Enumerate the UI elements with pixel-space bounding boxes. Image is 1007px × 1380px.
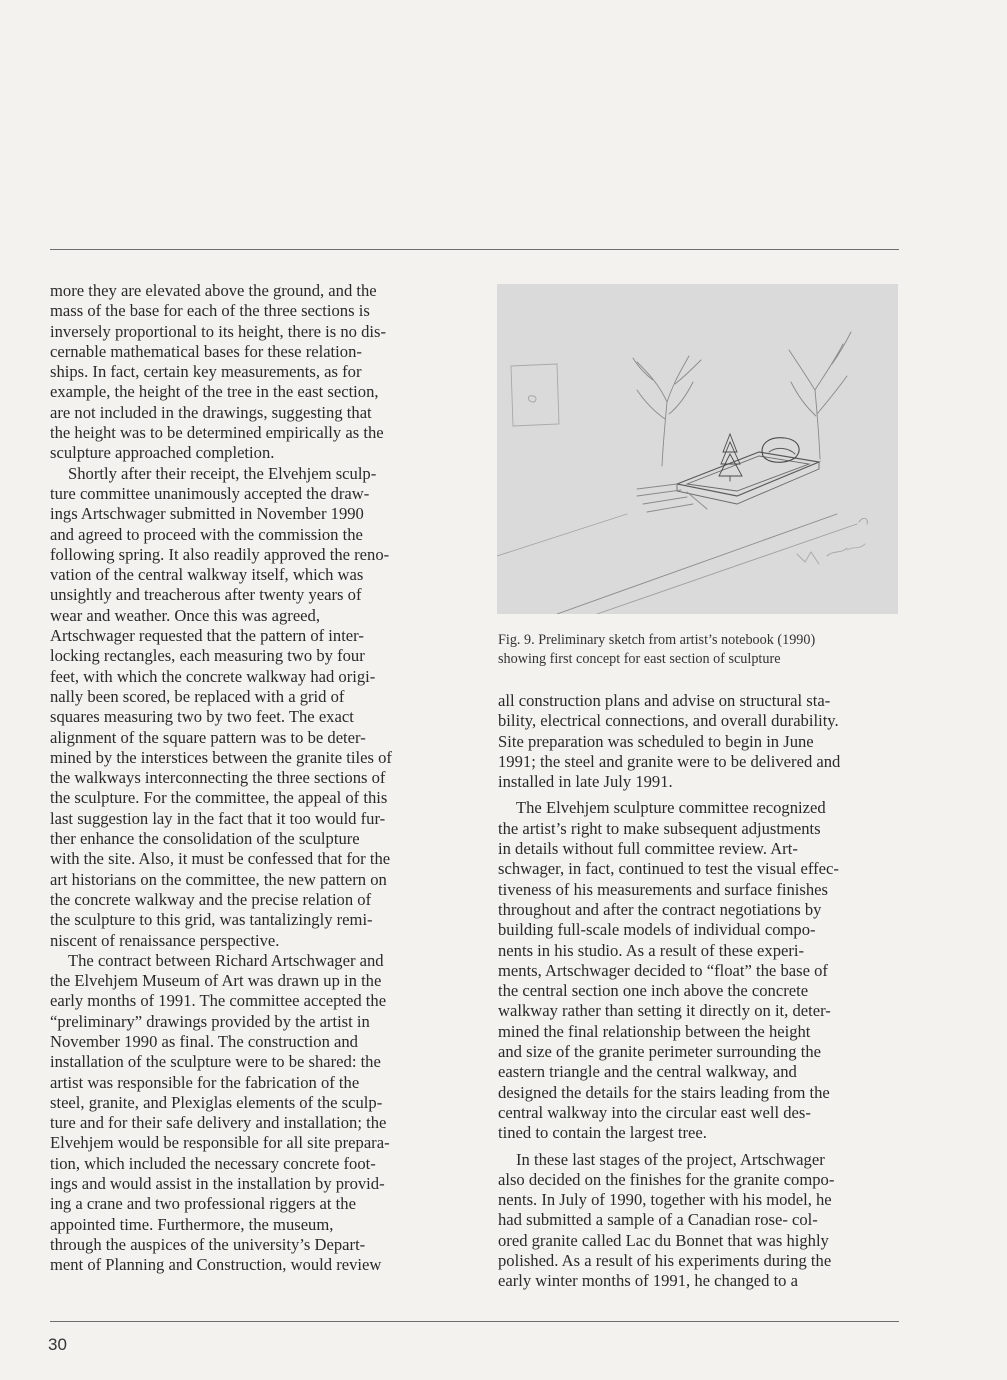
text-line: are not included in the drawings, suggesting that [50, 402, 372, 422]
text-line: the sculpture. For the committee, the appeal of this [50, 788, 388, 808]
text-line: tiveness of his measurements and surface finishes [498, 879, 828, 899]
text-line: tion, which included the necessary concrete foot- [50, 1153, 376, 1173]
text-line: vation of the central walkway itself, which was [50, 565, 364, 585]
text-line: 1991; the steel and granite were to be delivered and [498, 751, 841, 771]
text-line: schwager, in fact, continued to test the visual effec- [498, 859, 839, 879]
text-line: polished. As a result of his experiments during the [498, 1251, 832, 1271]
text-line: more they are elevated above the ground, and the [50, 281, 377, 300]
text-line: and agreed to proceed with the commission the [50, 524, 363, 544]
right-column [498, 691, 903, 1292]
text-line: ing a crane and two professional riggers at the [50, 1194, 356, 1214]
text-line: the sculpture to this grid, was tantalizingly remi- [50, 910, 373, 930]
figure-caption [498, 631, 898, 669]
pencil-sketch-image [497, 284, 898, 614]
text-line: the Elvehjem Museum of Art was drawn up in the [50, 971, 382, 991]
text-line: ships. In fact, certain key measurements, as for [50, 362, 362, 382]
text-line: central walkway into the circular east well des- [498, 1102, 811, 1122]
text-line: wear and weather. Once this was agreed, [50, 605, 320, 625]
caption-line: showing first concept for east section of sculpture [498, 651, 781, 667]
text-line: mass of the base for each of the three sections is [50, 301, 370, 321]
text-line: last suggestion lay in the fact that it too would fur- [50, 808, 386, 828]
text-line: mined the final relationship between the height [498, 1021, 811, 1041]
text-line: nally been scored, be replaced with a grid of [50, 686, 345, 706]
text-line: ture committee unanimously accepted the draw- [50, 483, 370, 503]
text-line: cernable mathematical bases for these relation- [50, 341, 362, 361]
text-line: installed in late July 1991. [498, 772, 673, 792]
top-rule [50, 249, 899, 250]
text-line: alignment of the square pattern was to be deter- [50, 727, 366, 747]
text-line: early months of 1991. The committee accepted the [50, 991, 387, 1011]
text-line: ments, Artschwager decided to “float” the base of [498, 960, 828, 980]
text-line: ther enhance the consolidation of the sculpture [50, 829, 360, 849]
text-line: all construction plans and advise on structural sta- [498, 691, 831, 710]
text-line: example, the height of the tree in the east section, [50, 382, 379, 402]
text-line: through the auspices of the university’s Depart- [50, 1234, 366, 1254]
text-line: November 1990 as final. The construction and [50, 1031, 358, 1051]
text-line: the central section one inch above the concrete [498, 981, 809, 1001]
text-line: in details without full committee review. Art- [498, 839, 798, 859]
text-line: the height was to be determined empirically as the [50, 423, 384, 443]
text-line: feet, with which the concrete walkway had origi- [50, 666, 376, 686]
text-line: The contract between Richard Artschwager and [68, 950, 384, 970]
text-line: ment of Planning and Construction, would review [50, 1255, 382, 1275]
text-line: the walkways interconnecting the three sections of [50, 768, 386, 788]
text-line: also decided on the finishes for the granite compo- [498, 1169, 835, 1189]
text-line: designed the details for the stairs leading from the [498, 1082, 830, 1102]
text-line: ored granite called Lac du Bonnet that was highly [498, 1230, 829, 1250]
text-line: ings Artschwager submitted in November 1990 [50, 504, 364, 524]
text-line: ture and for their safe delivery and installation; the [50, 1113, 387, 1133]
text-line: niscent of renaissance perspective. [50, 930, 280, 950]
bottom-rule [50, 1321, 899, 1322]
text-line: the concrete walkway and the precise relation of [50, 889, 372, 909]
text-line: inversely proportional to its height, there is no dis- [50, 321, 386, 341]
left-column [50, 281, 450, 1276]
text-line: nents. In July of 1990, together with his model, he [498, 1190, 832, 1210]
text-line: “preliminary” drawings provided by the artist in [50, 1011, 370, 1031]
text-line: Artschwager requested that the pattern of inter- [50, 626, 364, 646]
caption-line: Fig. 9. Preliminary sketch from artist’s notebook (1990) [498, 632, 816, 648]
text-line: bility, electrical connections, and overall durability. [498, 711, 839, 731]
text-line: had submitted a sample of a Canadian rose- col- [498, 1210, 818, 1230]
text-line: following spring. It also readily approved the reno- [50, 544, 390, 564]
page-number: 30 [48, 1335, 67, 1354]
text-line: Site preparation was scheduled to begin in June [498, 731, 814, 751]
text-line: ings and would assist in the installation by provid- [50, 1174, 385, 1194]
text-line: the artist’s right to make subsequent adjustments [498, 818, 821, 838]
text-line: eastern triangle and the central walkway, and [498, 1062, 797, 1082]
text-line: In these last stages of the project, Artschwager [516, 1149, 825, 1169]
text-line: tined to contain the largest tree. [498, 1123, 707, 1143]
text-line: mined by the interstices between the granite tiles of [50, 747, 392, 767]
text-line: installation of the sculpture were to be shared: the [50, 1052, 381, 1072]
text-line: art historians on the committee, the new pattern on [50, 869, 387, 889]
text-line: artist was responsible for the fabrication of the [50, 1072, 360, 1092]
text-line: The Elvehjem sculpture committee recognized [516, 798, 826, 818]
text-line: early winter months of 1991, he changed to a [498, 1271, 798, 1291]
text-line: Shortly after their receipt, the Elvehjem sculp- [68, 463, 377, 483]
text-line: with the site. Also, it must be confessed that for the [50, 849, 391, 869]
text-line: throughout and after the contract negotiations by [498, 899, 822, 919]
text-line: squares measuring two by two feet. The exact [50, 707, 354, 727]
text-line: building full-scale models of individual compo- [498, 920, 816, 940]
sketch-figure [497, 284, 898, 614]
text-line: Elvehjem would be responsible for all site prepara- [50, 1133, 390, 1153]
text-line: walkway rather than setting it directly on it, deter- [498, 1001, 831, 1021]
text-line: unsightly and treacherous after twenty years of [50, 585, 362, 605]
text-line: and size of the granite perimeter surrounding the [498, 1042, 822, 1062]
text-line: sculpture approached completion. [50, 443, 275, 463]
text-line: appointed time. Furthermore, the museum, [50, 1214, 334, 1234]
text-line: locking rectangles, each measuring two by four [50, 646, 365, 666]
text-line: nents in his studio. As a result of these experi- [498, 940, 805, 960]
text-line: steel, granite, and Plexiglas elements of the sculp- [50, 1092, 383, 1112]
